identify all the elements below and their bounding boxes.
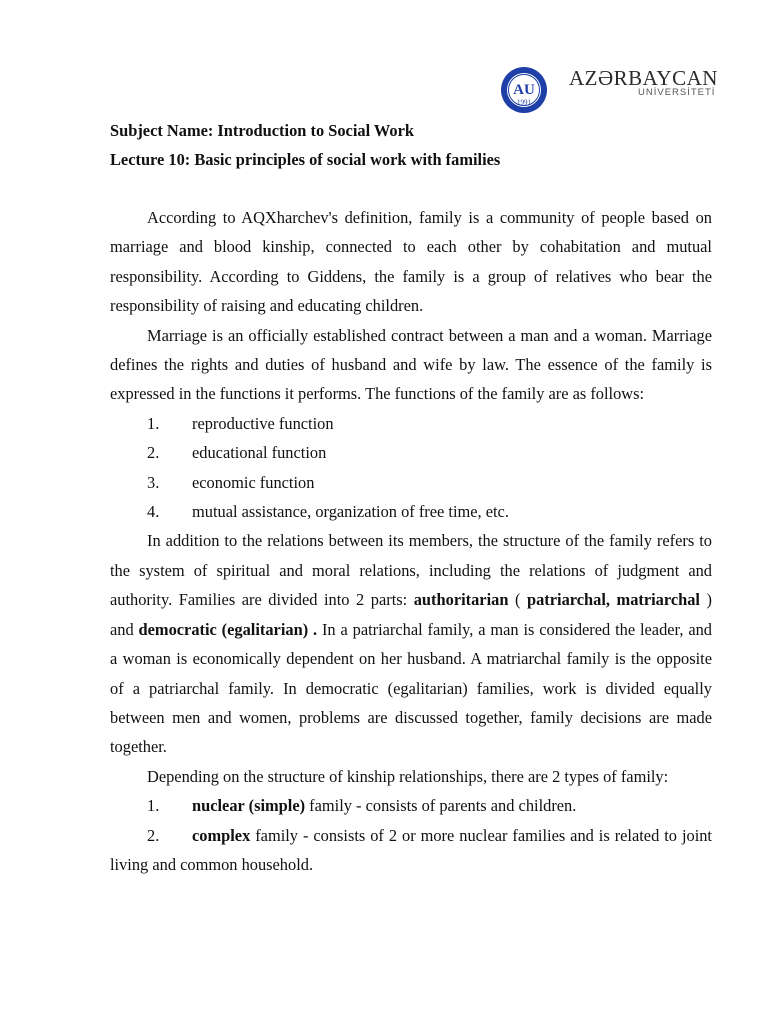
list-item: 1. nuclear (simple) family - consists of parents and children. [147, 796, 577, 816]
paragraph-kinship: Depending on the structure of kinship relationships, there are 2 types of family: [147, 766, 669, 786]
list-item: 2. complex family - consists of 2 or more nuclear families and is related to joint living and common household. [110, 825, 712, 874]
list-item: 4. mutual assistance, organization of free time, etc. [147, 502, 509, 522]
lecture-line: Lecture 10: Basic principles of social work with families [110, 150, 501, 169]
seal-year: 1991 [517, 98, 531, 107]
paragraph-definition: According to AQXharchev's definition, family is a community of people based on marriage and blood kinship, connected to each other by cohabitation and mutual responsibility. According to Giddens, the family is a group of relatives who bear the responsibility of raising and educating children. [110, 208, 712, 316]
functions-list [110, 409, 712, 527]
university-seal-icon [500, 66, 548, 114]
brand-subtitle: UNİVERSİTETİ [638, 87, 716, 98]
svg-text:AU: AU [513, 82, 535, 98]
paragraph-marriage: Marriage is an officially established contract between a man and a woman. Marriage defines the rights and duties of husband and wife by law. The essence of the family is expressed in the functions it performs. The functions of the family are as follows: [110, 325, 712, 404]
university-logo [500, 66, 720, 114]
family-types-list [110, 791, 712, 879]
list-item: 1. reproductive function [147, 413, 334, 433]
brand-name: AZƏRBAYCAN [569, 66, 718, 90]
document-body [110, 116, 712, 879]
paragraph-structure: In addition to the relations between its members, the structure of the family refers to the system of spiritual and moral relations, including the relations of judgment and authority. Families are divided into 2 parts: authoritarian ( patriarchal, matriarchal ) and democratic (egalitarian) . In a patriarchal family, a man is considered the leader, and a woman is economically dependent on her husband. A matriarchal family is the opposite of a patriarchal family. In democratic (egalitarian) families, work is divided equally between men and women, problems are discussed together, family decisions are made together. [110, 531, 712, 757]
list-item: 2. educational function [147, 443, 327, 463]
subject-line: Subject Name: Introduction to Social Work [110, 121, 414, 140]
list-item: 3. economic function [147, 472, 315, 492]
